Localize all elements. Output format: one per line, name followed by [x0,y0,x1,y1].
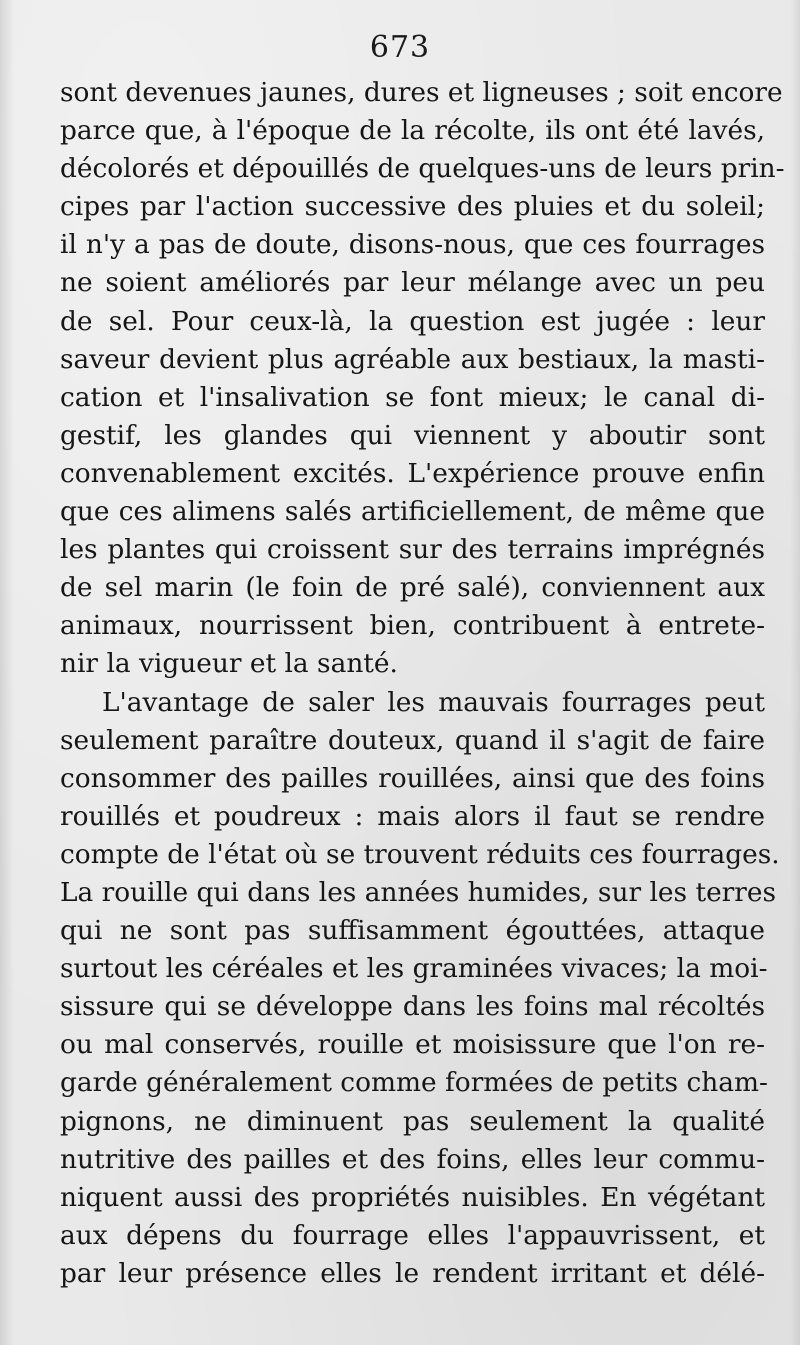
text-line: sont devenues jaunes, dures et ligneuses ; soit encore [60,77,783,108]
text-line: La rouille qui dans les années humides, sur les terres [60,876,777,908]
text-line: convenablement excités. L'expérience prouve enfin [60,457,765,489]
text-line: ne soient améliorés par leur mélange avec un peu [60,267,765,299]
text-line: cation et l'insalivation se font mieux; le canal di- [60,381,765,413]
text-line: gestif, les glandes qui viennent y aboutir sont [60,419,765,451]
text-line: il n'y a pas de doute, disons-nous, que ces fourrages [60,229,765,261]
text-line: pignons, ne diminuent pas seulement la qualité [60,1105,765,1137]
text-line: de sel. Pour ceux-là, la question est jugée : leur [60,305,765,337]
text-line: ou mal conservés, rouille et moisissure que l'on re- [60,1029,765,1061]
text-line: compte de l'état où se trouvent réduits ces fourrages. [60,838,780,870]
text-line: garde généralement comme formées de petits cham- [60,1067,768,1099]
text-line: qui ne sont pas suffisamment égouttées, attaque [60,915,765,947]
paragraph-last-line: nir la vigueur et la santé. [60,648,398,680]
page-edge-shadow-right [790,0,800,1345]
page-number: 673 [369,30,431,65]
text-line: seulement paraître douteux, quand il s'agit de faire [60,724,765,756]
page-edge-shadow-left [0,0,14,1345]
text-line: sissure qui se développe dans les foins mal récoltés [60,991,765,1023]
text-line: de sel marin (le foin de pré salé), conviennent aux [60,572,765,604]
body-text [60,74,785,1293]
text-line: aux dépens du fourrage elles l'appauvrissent, et [60,1219,765,1251]
text-line: niquent aussi des propriétés nuisibles. En végétant [60,1181,765,1213]
text-line: les plantes qui croissent sur des terrains imprégnés [60,534,765,566]
text-line: surtout les céréales et les graminées vivaces; la moi- [60,953,768,985]
text-line: consommer des pailles rouillées, ainsi que des foins [60,762,765,794]
text-line: parce que, à l'époque de la récolte, ils ont été lavés, [60,115,765,147]
text-line: saveur devient plus agréable aux bestiaux, la masti- [60,343,765,375]
text-line: rouillés et poudreux : mais alors il faut se rendre [60,800,765,832]
paragraph-first-line: L'avantage de saler les mauvais fourrages peut [102,686,765,718]
text-line: que ces alimens salés artificiellement, de même que [60,496,765,528]
text-line: animaux, nourrissent bien, contribuent à entrete- [60,610,765,642]
text-line: par leur présence elles le rendent irritant et délé- [60,1257,765,1289]
text-line: cipes par l'action successive des pluies et du soleil; [60,191,765,223]
text-line: nutritive des pailles et des foins, elles leur commu- [60,1143,765,1175]
text-line: décolorés et dépouillés de quelques-uns de leurs prin- [60,153,785,185]
